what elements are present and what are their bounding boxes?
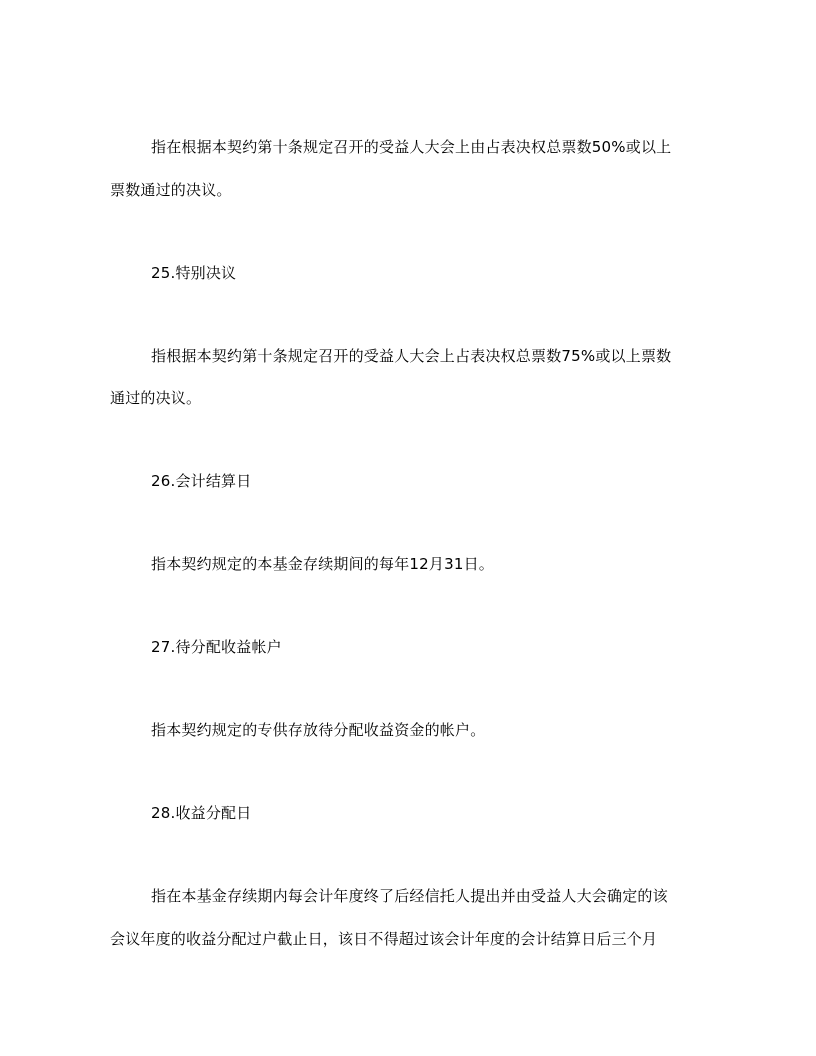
heading-pending-distribution-account: 27.待分配收益帐户 xyxy=(151,638,282,656)
heading-special-resolution: 25.特别决议 xyxy=(151,264,237,282)
paragraph-special-resolution-line-2: 通过的决议。 xyxy=(110,389,202,407)
paragraph-distribution-date-line-2: 会议年度的收益分配过户截止日，该日不得超过该会计年度的会计结算日后三个月 xyxy=(110,930,658,948)
paragraph-majority-resolution-line-2: 票数通过的决议。 xyxy=(110,181,232,199)
paragraph-accounting-settlement-date: 指本契约规定的本基金存续期间的每年12月31日。 xyxy=(151,555,494,573)
heading-accounting-settlement-date: 26.会计结算日 xyxy=(151,472,252,490)
paragraph-pending-distribution-account: 指本契约规定的专供存放待分配收益资金的帐户。 xyxy=(151,721,486,739)
paragraph-majority-resolution-line-1: 指在根据本契约第十条规定召开的受益人大会上由占表决权总票数50%或以上 xyxy=(151,138,672,156)
heading-distribution-date: 28.收益分配日 xyxy=(151,804,252,822)
paragraph-distribution-date-line-1: 指在本基金存续期内每会计年度终了后经信托人提出并由受益人大会确定的该 xyxy=(151,887,668,905)
paragraph-special-resolution-line-1: 指根据本契约第十条规定召开的受益人大会上占表决权总票数75%或以上票数 xyxy=(151,347,672,365)
